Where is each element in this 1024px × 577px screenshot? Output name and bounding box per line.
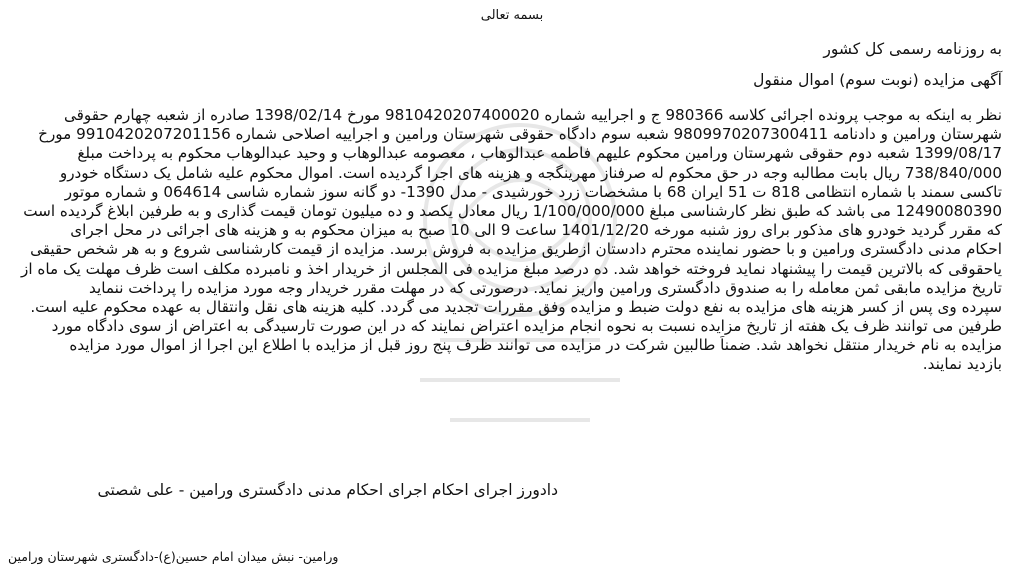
body-line: 738/840/000 ریال بابت مطالبه وجه در حق محکوم له صرفناز مهرینگجه و هزینه های اجرا گردیده است. اموال محکوم علیه شامل یک دستگاه خودرو [59,163,1002,182]
body-line: مزایده به نام خریدار منتقل نخواهد شد. ضمناً طالبین شرکت در مزایده می توانند ظرف پنج روز قبل از مزایده با اطلاع این اجرا از اموال مورد مزایده [69,336,1002,355]
invocation-heading: بسمه تعالی [480,8,544,23]
body-line: تاکسی سمند با شماره انتظامی 818 ت 51 ایران 68 با مشخصات زرد خورشیدی - مدل 1390- دو گانه سوز شماره شاسی 064614 و شماره موتور [64,182,1002,201]
body-line: طرفین می توانند ظرف یک هفته از تاریخ مزایده نسبت به نحوه انجام مزایده اعتراض نمایند که در این صورت تارسیدگی به اعتراض از سوی دادگاه مورد [51,317,1002,336]
body-line: 12490080390 می باشد که طبق نظر کارشناسی مبلغ 1/100/000/000 ریال معادل یکصد و ده میلیون تومان قیمت گذاری و به طرفین ابلاغ گردیده است [23,201,1002,220]
notice-title: آگهی مزایده (نوبت سوم) اموال منقول [753,71,1002,89]
publication-line: به روزنامه رسمی کل کشور [823,40,1002,58]
body-line: احکام مدنی دادگستری ورامین و با حضور نماینده محترم دادستان ازطریق مزایده به فروش برسد. مزایده از قیمت کارشناسی شروع و به هر شخص حقیقی [30,240,1002,259]
body-line: 1399/08/17 شعبه دوم حقوقی شهرستان ورامین محکوم علیهم فاطمه عبدالوهاب ، معصومه عبدالوهاب و وحید عبدالوهاب محکوم به پرداخت مبلغ [77,144,1002,163]
body-line: نظر به اینکه به موجب پرونده اجرائی کلاسه 980366 ج و اجراییه شماره 9810420207400020 مورخ 1398/02/14 صادره از شعبه چهارم حقوقی [63,106,1002,124]
signature-line: دادورز اجرای احکام اجرای احکام مدنی دادگستری ورامین - علی شصتی [97,481,558,499]
body-line: یاحقوقی که بالاترین قیمت را پیشنهاد نماید فروخته خواهد شد. ده درصد مبلغ مزایده فی المجلس از خریدار اخذ و نامبرده مکلف است ظرف مهلت یک ماه از [21,259,1002,278]
body-line: که مقرر گردید خودرو های مذکور برای روز شنبه مورخه 1401/12/20 ساعت 9 الی 10 صبح به میزان محکوم به و هزینه های اجرائی در محل اجرای [70,221,1002,240]
body-line: بازدید نمایند. [922,355,1002,374]
body-line: شهرستان ورامین و دادنامه 9809970207300411 شعبه سوم دادگاه حقوقی شهرستان ورامین و اجراییه اصلاحی شماره 9910420207201156 مورخ [38,125,1002,144]
body-line: تاریخ مزایده مابقی ثمن معامله را به صندوق دادگستری ورامین واریز نماید. درصورتی که در مهلت مقرر خریدار وجه مورد مزایده را پرداخت ننماید [89,278,1002,297]
address-footer: ورامین- نبش میدان امام حسین(ع)-دادگستری شهرستان ورامین [8,549,339,564]
body-line: سپرده وی پس از کسر هزینه های مزایده به نفع دولت ضبط و مزایده وفق مقررات تجدید می گردد. کلیه هزینه های نقل وانتقال به عهده محکوم علیه است. [30,297,1002,316]
notice-body [2,106,1002,375]
